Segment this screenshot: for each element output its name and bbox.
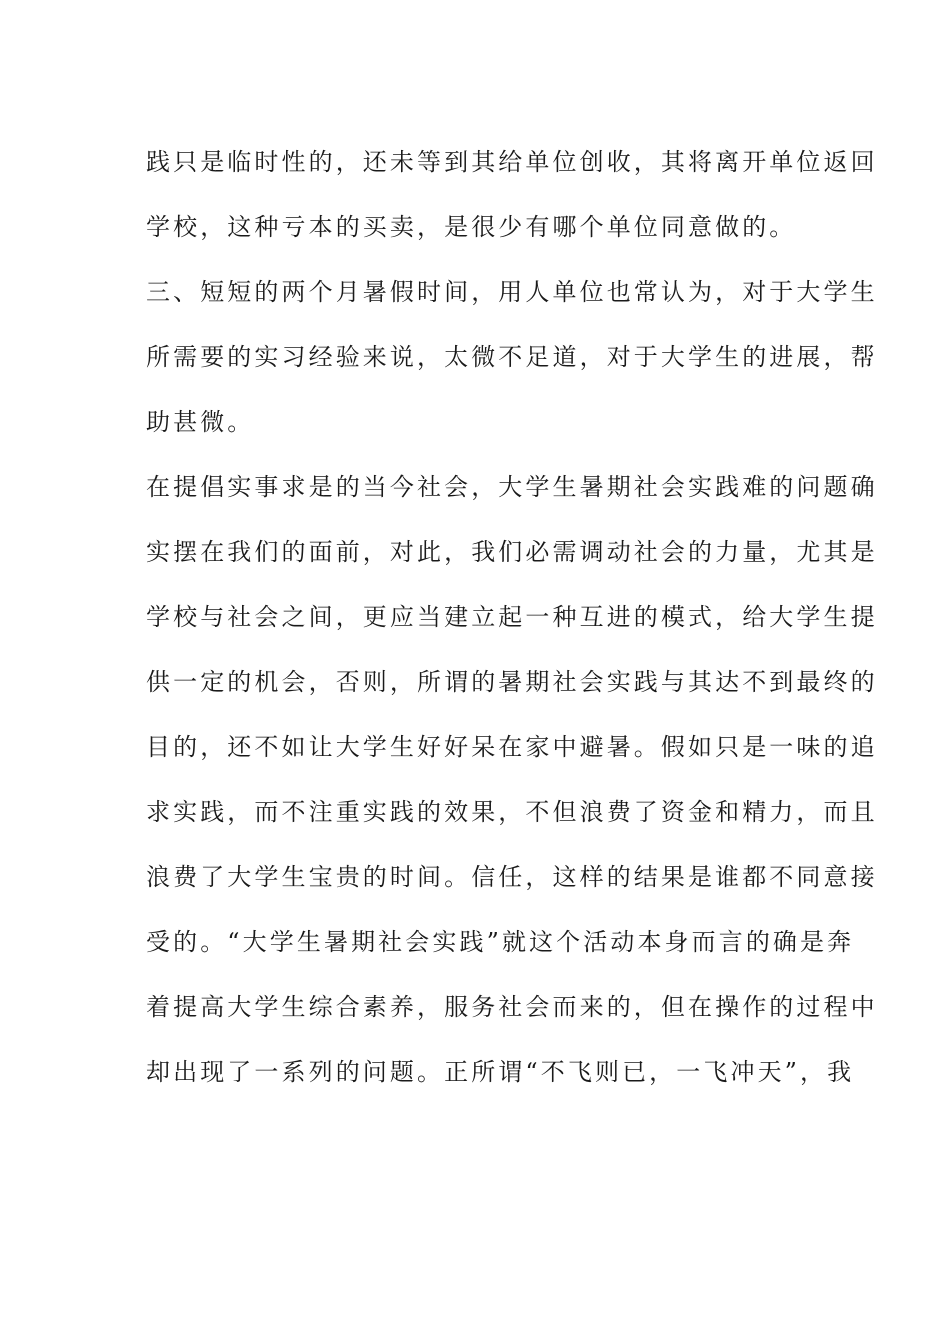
text-line: 所需要的实习经验来说，太微不足道，对于大学生的进展，帮 [146, 343, 878, 371]
text-line: 浪费了大学生宝贵的时间。信任，这样的结果是谁都不同意接 [146, 863, 878, 891]
text-line: 助甚微。 [146, 408, 255, 436]
text-line: 着提高大学生综合素养，服务社会而来的，但在操作的过程中 [146, 993, 878, 1021]
text-line: 却出现了一系列的问题。正所谓“不飞则已，一飞冲天”，我 [146, 1058, 855, 1086]
text-line: 受的。“大学生暑期社会实践”就这个活动本身而言的确是奔 [146, 928, 855, 956]
body-text [146, 130, 878, 1105]
text-line: 在提倡实事求是的当今社会，大学生暑期社会实践难的问题确 [146, 473, 878, 501]
text-line: 供一定的机会，否则，所谓的暑期社会实践与其达不到最终的 [146, 668, 878, 696]
text-line: 践只是临时性的，还未等到其给单位创收，其将离开单位返回 [146, 148, 878, 176]
text-line: 目的，还不如让大学生好好呆在家中避暑。假如只是一味的追 [146, 733, 878, 761]
text-line: 三、短短的两个月暑假时间，用人单位也常认为，对于大学生 [146, 278, 878, 306]
text-line: 学校，这种亏本的买卖，是很少有哪个单位同意做的。 [146, 213, 797, 241]
text-line: 求实践，而不注重实践的效果，不但浪费了资金和精力，而且 [146, 798, 878, 826]
text-line: 实摆在我们的面前，对此，我们必需调动社会的力量，尤其是 [146, 538, 878, 566]
text-line: 学校与社会之间，更应当建立起一种互进的模式，给大学生提 [146, 603, 878, 631]
